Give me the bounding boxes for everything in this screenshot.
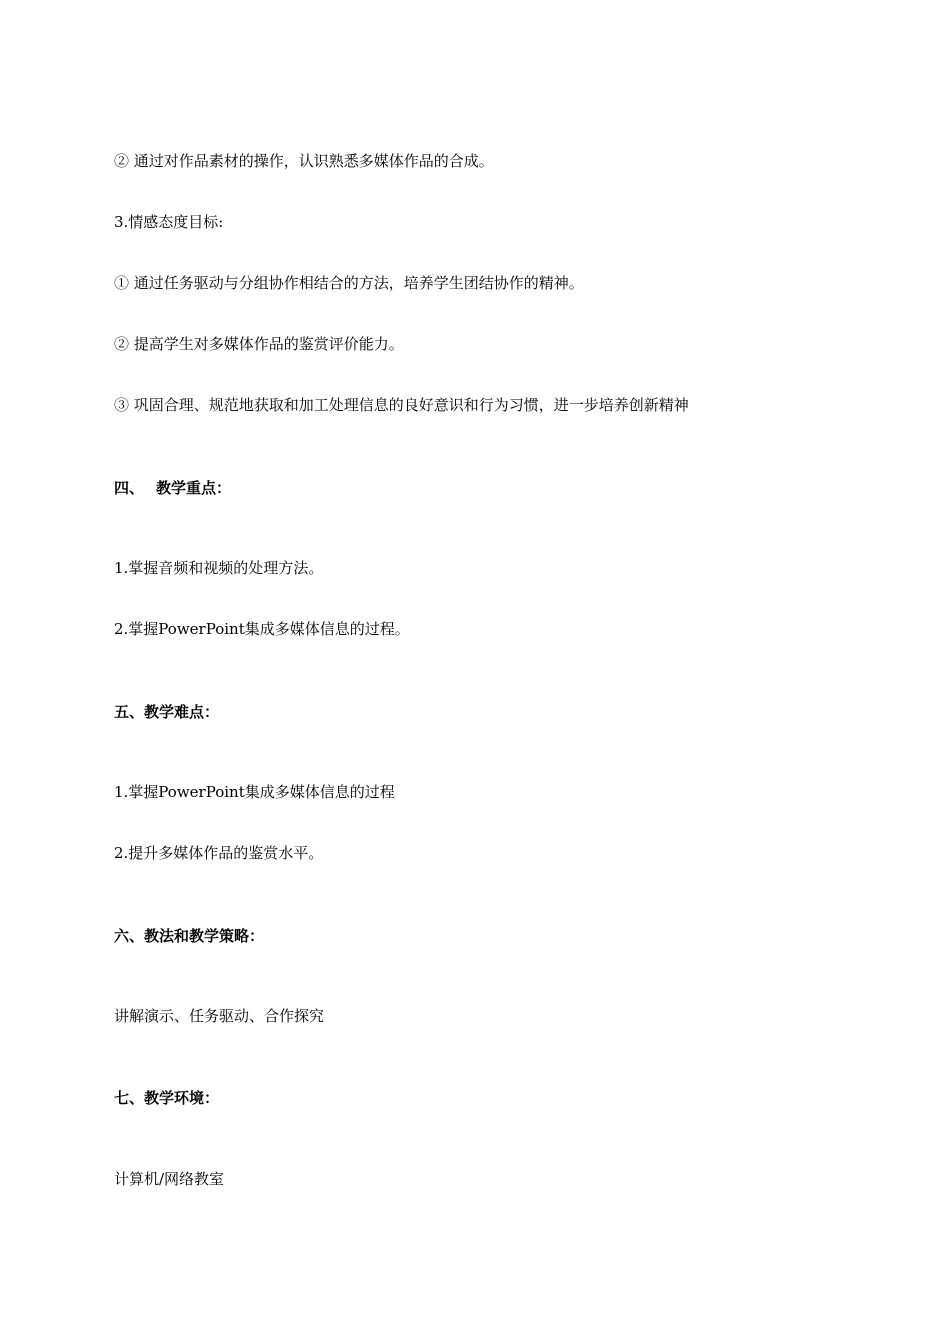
section-heading-methods: 六、教法和教学策略： — [114, 927, 265, 945]
affective-goal-item-1: ① 通过任务驱动与分组协作相结合的方法，培养学生团结协作的精神。 — [114, 274, 584, 292]
methods-text: 讲解演示、任务驱动、合作探究 — [114, 1007, 325, 1025]
affective-goal-item-3: ③ 巩固合理、规范地获取和加工处理信息的良好意识和行为习惯，进一步培养创新精神 — [114, 396, 689, 414]
affective-goal-item-2: ② 提高学生对多媒体作品的鉴赏评价能力。 — [114, 335, 404, 353]
section-heading-environment: 七、教学环境： — [114, 1089, 220, 1107]
key-point-item-2: 2.掌握PowerPoint集成多媒体信息的过程。 — [114, 620, 410, 638]
difficulty-item-2: 2.提升多媒体作品的鉴赏水平。 — [114, 844, 324, 862]
section-number: 四、 — [114, 479, 145, 497]
key-point-item-1: 1.掌握音频和视频的处理方法。 — [114, 559, 324, 577]
section-heading-key-points — [114, 478, 231, 498]
environment-text: 计算机/网络教室 — [114, 1170, 225, 1188]
difficulty-item-1: 1.掌握PowerPoint集成多媒体信息的过程 — [114, 783, 395, 801]
section-title: 教学重点： — [156, 479, 232, 497]
affective-goals-label: 3.情感态度目标: — [114, 213, 224, 231]
section-heading-difficulties: 五、教学难点： — [114, 703, 220, 721]
objective-item-2: ② 通过对作品素材的操作，认识熟悉多媒体作品的合成。 — [114, 152, 494, 170]
